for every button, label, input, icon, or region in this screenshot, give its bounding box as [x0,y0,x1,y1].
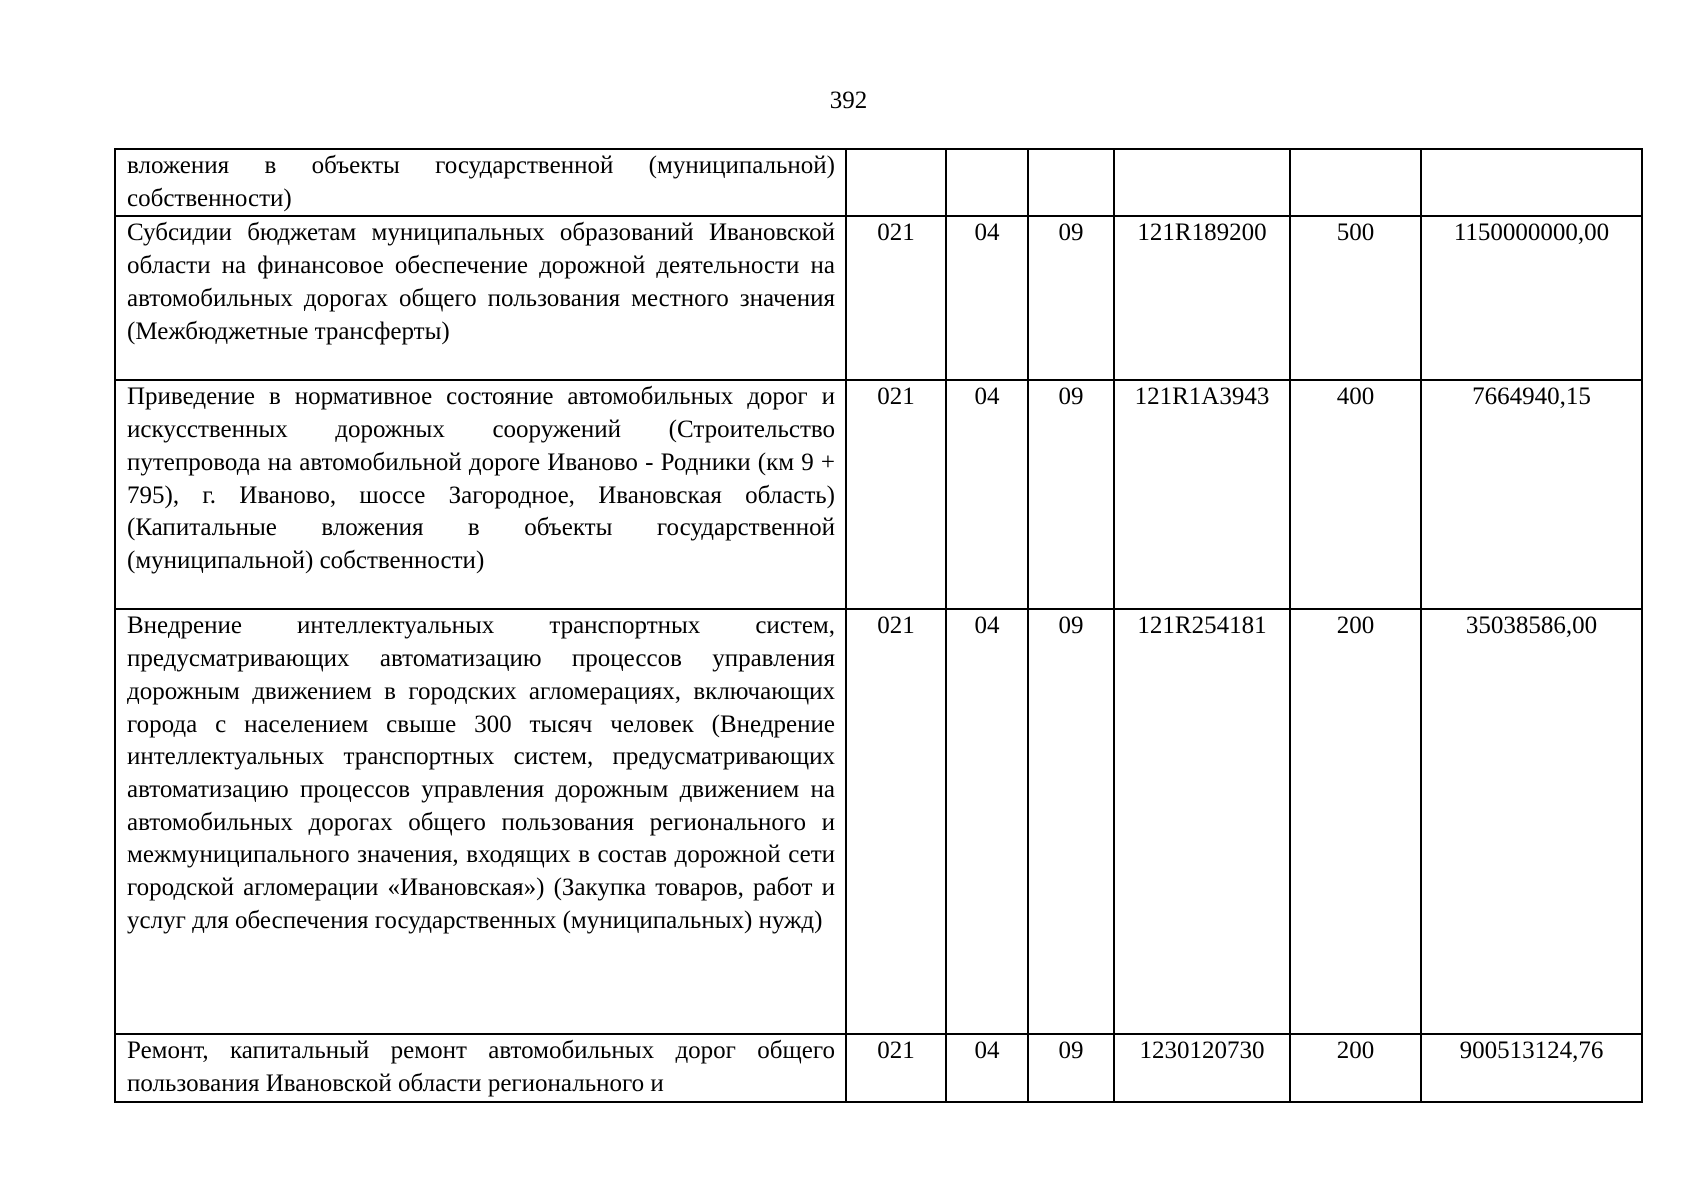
row-ministry-code: 021 [846,380,946,609]
row-target-code: 121R1A3943 [1114,380,1290,609]
table-row [115,609,1642,1034]
row-ministry-code: 021 [846,1034,946,1101]
row-amount: 7664940,15 [1421,380,1642,609]
row-subsection-code: 09 [1028,609,1114,1034]
row-amount: 900513124,76 [1421,1034,1642,1101]
row-subsection-code [1028,149,1114,216]
table-row [115,216,1642,380]
row-subsection-code: 09 [1028,1034,1114,1101]
row-expense-type: 200 [1290,1034,1421,1101]
budget-table [114,148,1643,1103]
row-amount: 35038586,00 [1421,609,1642,1034]
row-amount [1421,149,1642,216]
table-row [115,149,1642,216]
row-subsection-code: 09 [1028,216,1114,380]
row-amount: 1150000000,00 [1421,216,1642,380]
row-section-code: 04 [946,609,1028,1034]
row-section-code [946,149,1028,216]
row-description: Приведение в нормативное состояние автомобильных дорог и искусственных дорожных сооружений (Строительство путепровода на автомобильной дороге Иваново - Родники (км 9 + 795), г. Иваново, шоссе Загородное, Ивановская область) (Капитальные вложения в объекты государственной (муниципальной) собственности) [115,380,846,609]
row-section-code: 04 [946,1034,1028,1101]
row-description: вложения в объекты государственной (муниципальной) собственности) [115,149,846,216]
row-description: Внедрение интеллектуальных транспортных систем, предусматривающих автоматизацию процессов управления дорожным движением в городских агломерациях, включающих города с населением свыше 300 тысяч человек (Внедрение интеллектуальных транспортных систем, предусматривающих автоматизацию процессов управления дорожным движением на автомобильных дорогах общего пользования регионального и межмуниципального значения, входящих в состав дорожной сети городской агломерации «Ивановская») (Закупка товаров, работ и услуг для обеспечения государственных (муниципальных) нужд) [115,609,846,1034]
row-expense-type: 400 [1290,380,1421,609]
row-section-code: 04 [946,216,1028,380]
row-expense-type: 200 [1290,609,1421,1034]
page-number: 392 [829,87,868,114]
table-row [115,380,1642,609]
row-description: Ремонт, капитальный ремонт автомобильных дорог общего пользования Ивановской области регионального и [115,1034,846,1101]
row-target-code: 121R254181 [1114,609,1290,1034]
row-subsection-code: 09 [1028,380,1114,609]
row-ministry-code: 021 [846,216,946,380]
row-section-code: 04 [946,380,1028,609]
row-description: Субсидии бюджетам муниципальных образований Ивановской области на финансовое обеспечение дорожной деятельности на автомобильных дорогах общего пользования местного значения (Межбюджетные трансферты) [115,216,846,380]
row-target-code: 1230120730 [1114,1034,1290,1101]
row-expense-type [1290,149,1421,216]
row-target-code: 121R189200 [1114,216,1290,380]
row-ministry-code: 021 [846,609,946,1034]
row-expense-type: 500 [1290,216,1421,380]
row-ministry-code [846,149,946,216]
row-target-code [1114,149,1290,216]
table-row [115,1034,1642,1101]
